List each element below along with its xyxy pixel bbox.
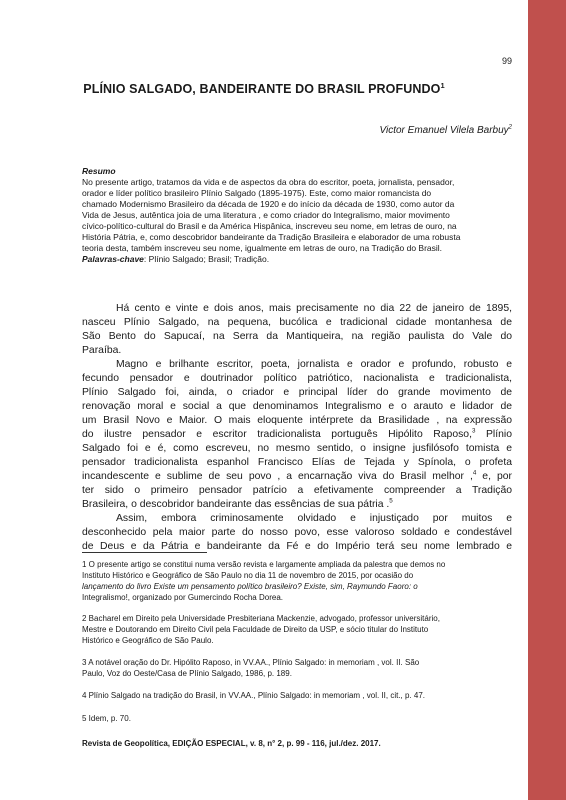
- body-line-text: incandescente e sublime de seu povo , a encarnação viva do Brasil melhor ,: [82, 471, 473, 482]
- footnote-line: Paulo, Voz do Oeste/Casa de Plínio Salgado, 1986, p. 189.: [82, 669, 292, 678]
- body-line: Plínio Salgado foi, ainda, o criador e principal líder do grande movimento de: [82, 387, 512, 398]
- journal-footer: Revista de Geopolítica, EDIÇÃO ESPECIAL, v. 8, n° 2, p. 99 - 116, jul./dez. 2017.: [82, 739, 381, 748]
- body-line: Assim, embora criminosamente olvidado e injustiçado por muitos e: [116, 513, 512, 524]
- abstract-line: orador e líder político brasileiro Plínio Salgado (1895-1975). Este, como maior romancista do: [82, 188, 432, 198]
- body-line: [82, 470, 512, 484]
- footnote-line: Instituto Histórico e Geográfico de São Paulo no dia 11 de novembro de 2015, por ocasião do: [82, 571, 414, 580]
- footnote-line: 1 O presente artigo se constitui numa versão revista e largamente ampliada da palestra que demos no: [82, 560, 446, 569]
- title-footnote-mark: 1: [440, 80, 445, 90]
- body-line: Há cento e vinte e dois anos, mais precisamente no dia 22 de janeiro de 1895,: [116, 303, 512, 314]
- abstract-line: Vida de Jesus, autêntica joia de uma literatura , e como criador do Integralismo, maior movimento: [82, 210, 450, 220]
- decorative-sidebar: [528, 0, 566, 800]
- footnote-line: 2 Bacharel em Direito pela Universidade Presbiteriana Mackenzie, advogado, professor universitário,: [82, 614, 440, 623]
- footnote-mark: 3: [471, 427, 476, 435]
- footnote-line: Integralismo!, organizado por Gumercindo Rocha Dorea.: [82, 593, 283, 602]
- body-line: Paraíba.: [82, 345, 122, 356]
- body-line-text: Brasileira, o descobridor bandeirante das essências de sua pátria .: [82, 499, 390, 510]
- keywords-text: : Plínio Salgado; Brasil; Tradição.: [143, 254, 270, 264]
- abstract-line: cívico-político-cultural do Brasil e da América Hispânica, inscreveu seu nome, em letras de ouro, na: [82, 221, 457, 231]
- body-line-text: Plínio: [475, 429, 512, 440]
- body-line: fecundo pensador e doutrinador político patriótico, nacionalista e tradicionalista,: [82, 373, 512, 384]
- abstract-heading: Resumo: [82, 166, 116, 176]
- page-number: 99: [501, 56, 512, 66]
- abstract-line: chamado Modernismo Brasileiro da década de 1920 e do início da década de 1930, como autor da: [82, 199, 455, 209]
- body-line: desconhecido pela maior parte do nosso povo, esse valoroso soldado e condestável: [82, 527, 512, 538]
- keywords-line: [82, 254, 269, 265]
- body-line: Salgado foi e é, como escreveu, no mesmo sentido, o insigne jusfilósofo tomista e: [82, 443, 512, 454]
- footnote-line: 3 A notável oração do Dr. Hipólito Raposo, in VV.AA., Plínio Salgado: in memoriam , vol. II. São: [82, 658, 420, 667]
- body-line: de Deus e da Pátria e bandeirante da Fé e do Império terá seu nome lembrado e: [82, 541, 512, 552]
- footnote-mark: 5: [389, 497, 393, 505]
- body-line: ter sido o primeiro pensador patrício a efetivamente compreender a Tradição: [82, 485, 512, 496]
- keywords-label: Palavras-chave: [82, 254, 144, 264]
- body-line: [82, 428, 512, 442]
- footnote-mark: 4: [472, 469, 477, 477]
- body-line: pensador tradicionalista espanhol Francisco Elías de Tejada y Spínola, o profeta: [82, 457, 512, 468]
- footnote-line: 5 Idem, p. 70.: [82, 714, 131, 723]
- footnote-line: Histórico e Geográfico de São Paulo.: [82, 636, 214, 645]
- body-line-text: e, por: [476, 471, 512, 482]
- author-footnote-mark: 2: [508, 124, 512, 131]
- body-line: renovação moral e social a que denominamos Integralismo e o arauto e lidador de: [82, 401, 512, 412]
- footnote-line: 4 Plínio Salgado na tradição do Brasil, in VV.AA., Plínio Salgado: in memoriam , vol. II, cit., p. 47.: [82, 691, 425, 700]
- footnote-line: Mestre e Doutorando em Direito Civil pela Faculdade de Direito da USP, e sócio titular do Instituto: [82, 625, 429, 634]
- article-title: [0, 82, 528, 96]
- body-line: nasceu Plínio Salgado, na pequena, bucólica e tradicional cidade montanhesa de: [82, 317, 512, 328]
- abstract-line: História Pátria, e, como descobridor bandeirante da Tradição Brasileira e elaborador de uma robusta: [82, 232, 461, 242]
- body-line: [82, 498, 512, 512]
- footnote-separator: [82, 552, 207, 553]
- body-line: um Brasil Novo e Maior. O mais eloquente intérprete da Brasilidade , na expressão: [82, 415, 512, 426]
- body-line-text: do ilustre pensador e escritor tradicionalista português Hipólito Raposo,: [82, 429, 472, 440]
- footnote-line: lançamento do livro Existe um pensamento político brasileiro? Existe, sim, Raymundo Faoro: o: [82, 582, 418, 591]
- body-line: Magno e brilhante escritor, poeta, jornalista e orador e profundo, robusto e: [116, 359, 512, 370]
- title-text: PLÍNIO SALGADO, BANDEIRANTE DO BRASIL PROFUNDO: [83, 82, 441, 96]
- author-line: [300, 125, 512, 136]
- body-line: São Bento do Sapucaí, na Serra da Mantiqueira, na região paulista do Vale do: [82, 331, 512, 342]
- author-name: Victor Emanuel Vilela Barbuy: [379, 125, 509, 136]
- abstract-line: teoria desta, também inscreveu seu nome, igualmente em letras de ouro, na Tradição do Brasil.: [82, 243, 443, 253]
- abstract-line: No presente artigo, tratamos da vida e de aspectos da obra do escritor, poeta, jornalista, pensador,: [82, 177, 455, 187]
